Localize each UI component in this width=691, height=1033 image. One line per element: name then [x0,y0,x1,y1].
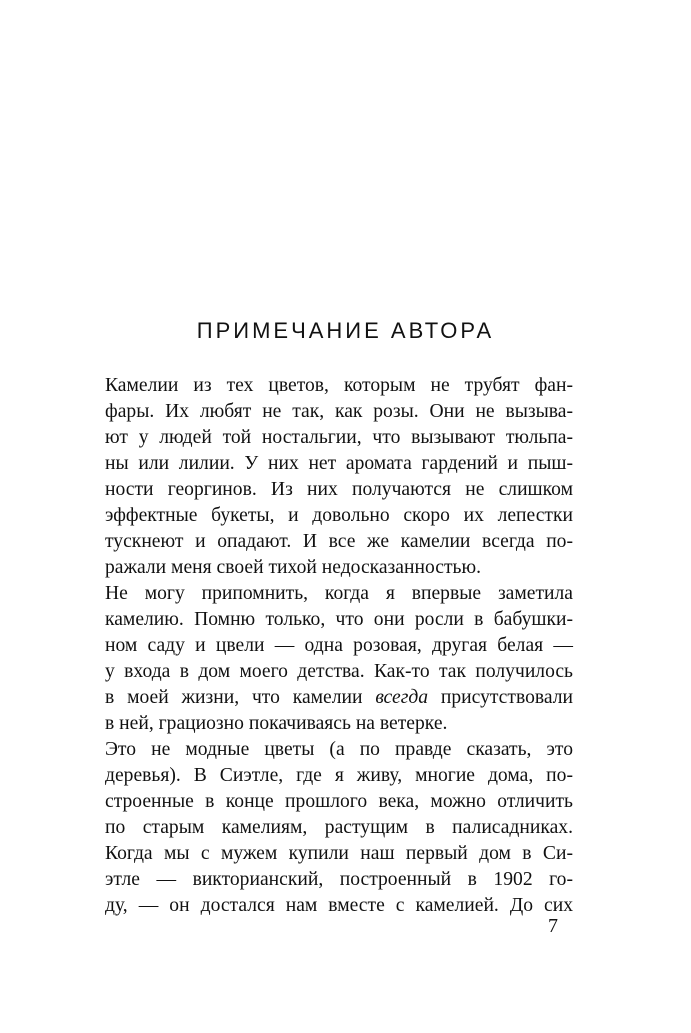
text-line: фары. Их любят не так, как розы. Они не вызыва- [105,401,573,422]
text-line-with-emphasis [82,685,573,711]
body-text [82,373,573,919]
emphasized-word: всегда [375,687,429,708]
text-line: Когда мы с мужем купили наш первый дом в Си- [105,843,573,864]
text-line: эффектные букеты, и довольно скоро их лепестки [105,505,573,526]
paragraph-2 [82,581,573,737]
text-line: Не могу припомнить, когда я впервые заметила [105,583,573,604]
text-line: ности георгинов. Из них получаются не слишком [105,479,573,500]
text-line: по старым камелиям, растущим в палисадниках. [105,817,573,838]
paragraph-1 [82,373,573,581]
text-line: Это не модные цветы (а по правде сказать, это [105,739,573,760]
chapter-heading: ПРИМЕЧАНИЕ АВТОРА [196,318,495,343]
text-line: деревья). В Сиэтле, где я живу, многие дома, по- [105,765,573,786]
text-line: в ней, грациозно покачиваясь на ветерке. [105,713,448,734]
text-line: тускнеют и опадают. И все же камелии всегда по- [105,531,573,552]
text-line: камелию. Помню только, что они росли в бабушки- [105,609,573,630]
text-segment: присутствовали [428,687,573,708]
page-number: 7 [548,915,558,937]
paragraph-3 [82,737,573,919]
text-line: ны или лилии. У них нет аромата гардений и пыш- [105,453,573,474]
text-line: Камелии из тех цветов, которым не трубят фан- [105,375,573,396]
text-line: ют у людей той ностальгии, что вызывают тюльпа- [105,427,573,448]
text-line: строенные в конце прошлого века, можно отличить [105,791,573,812]
text-line: ражали меня своей тихой недосказанностью. [105,557,481,578]
text-line: ду, — он достался нам вместе с камелией. До сих [105,895,573,916]
text-line: у входа в дом моего детства. Как-то так получилось [105,661,573,682]
text-line: этле — викторианский, построенный в 1902 го- [105,869,573,890]
text-segment: в моей жизни, что камелии [105,687,376,708]
text-line: ном саду и цвели — одна розовая, другая белая — [105,635,573,656]
